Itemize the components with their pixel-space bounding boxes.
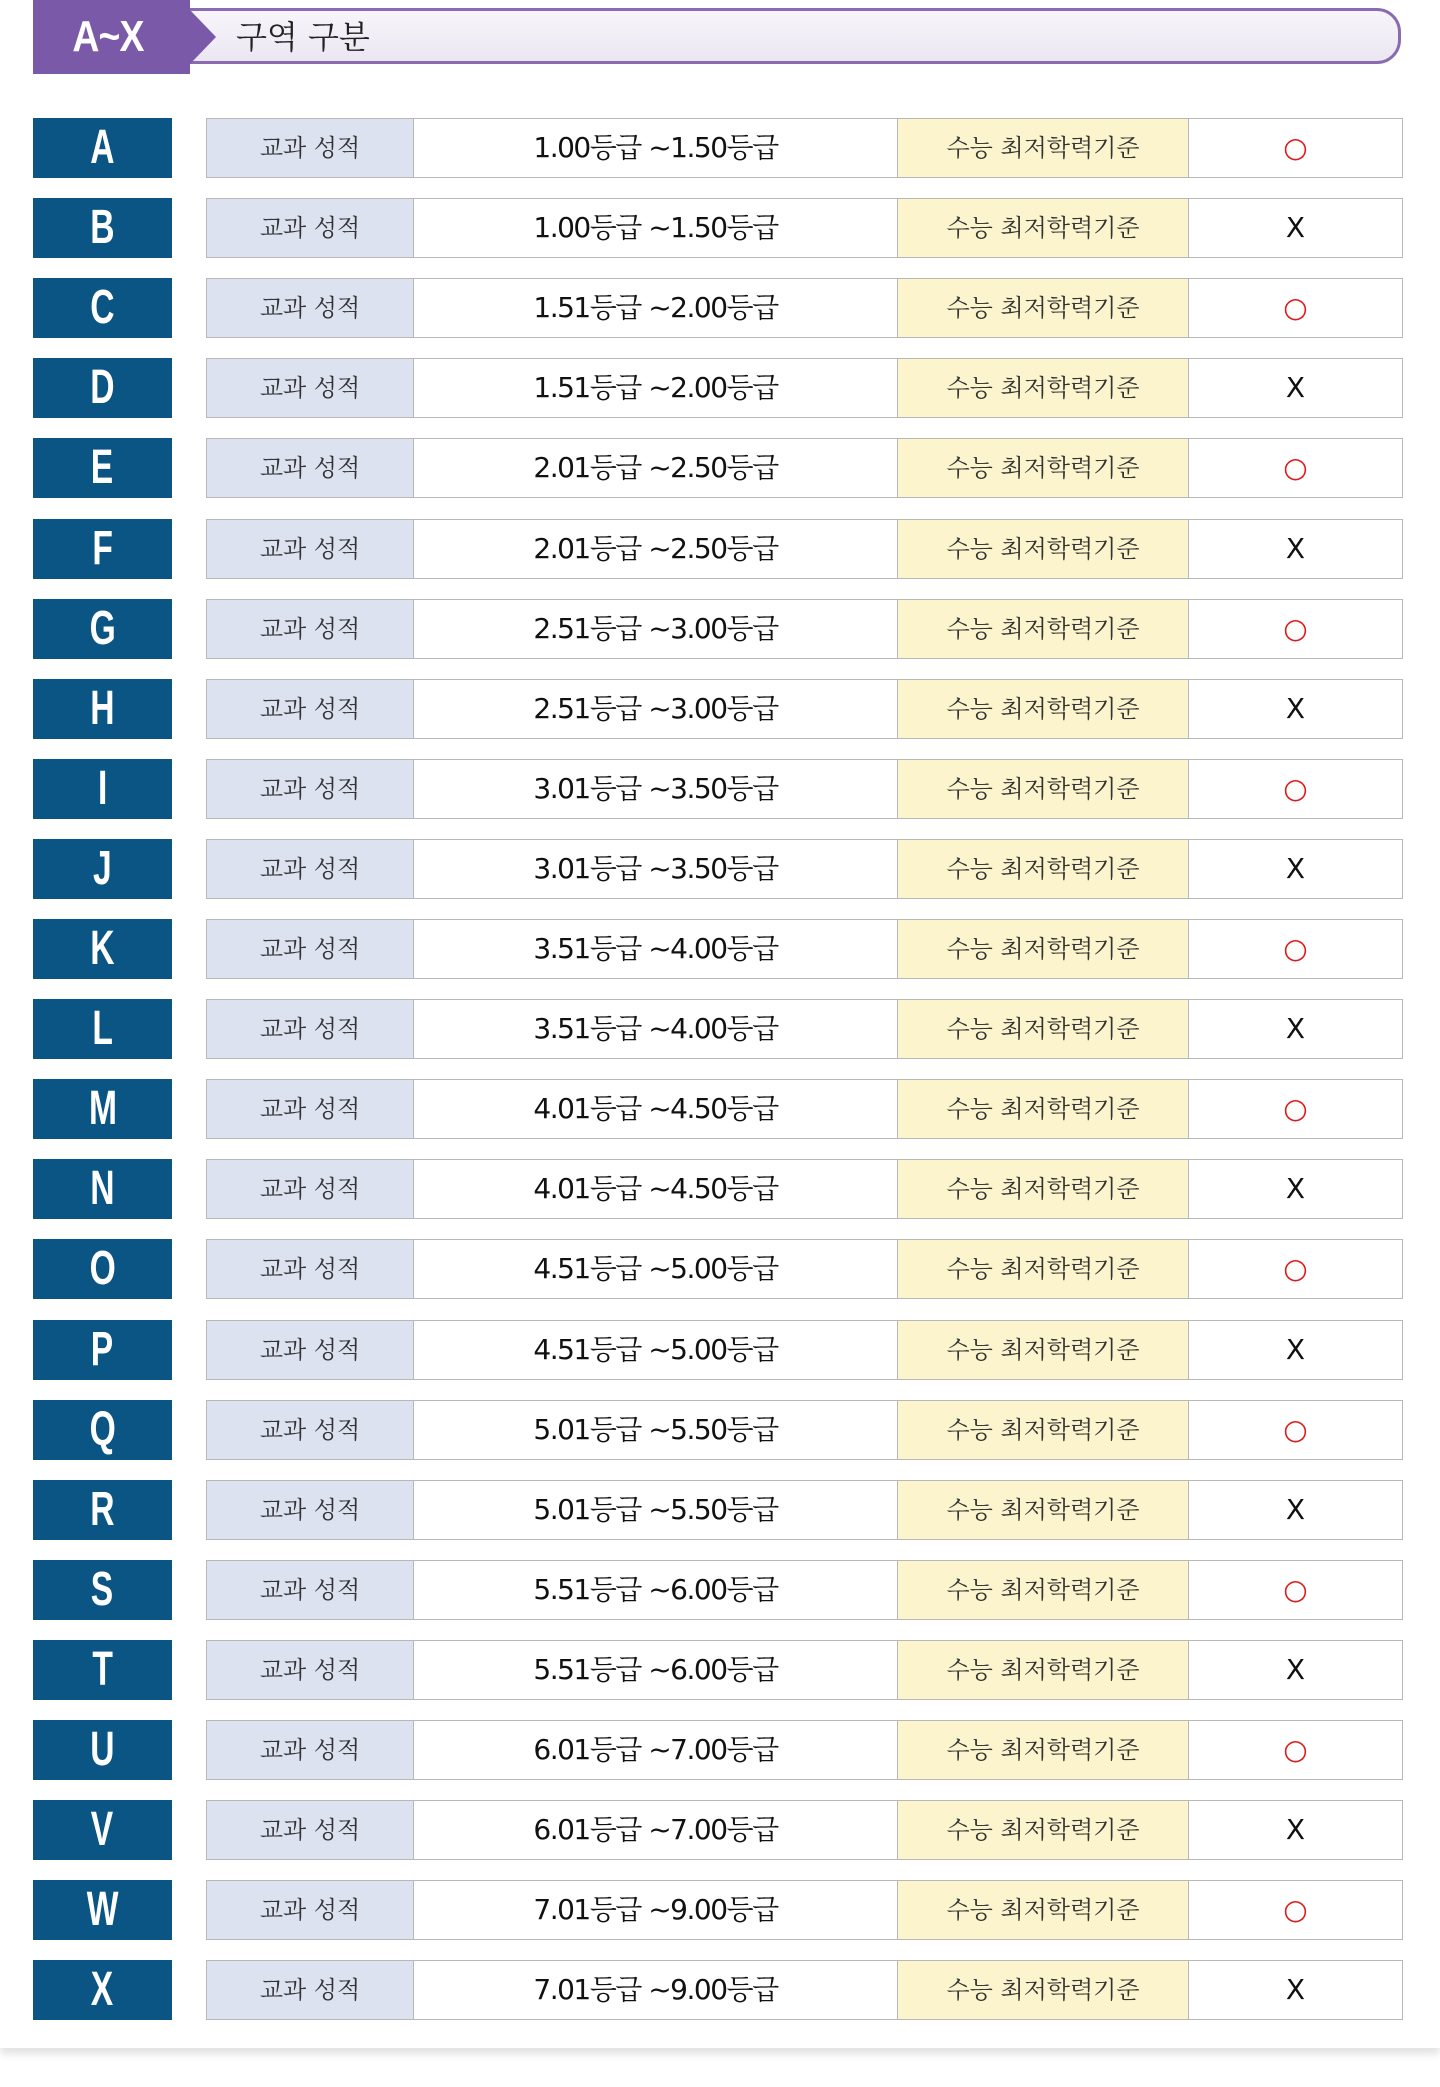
table-row [33,1560,1403,1620]
subject-cell: 교과 성적 [207,1881,414,1939]
table-row [33,999,1403,1059]
grade-range-cell: 3.01등급 ~3.50등급 [414,760,898,818]
criteria-cell: 수능 최저학력기준 [898,1481,1189,1539]
circle-mark: ○ [1189,1721,1402,1779]
table-row [33,358,1403,418]
x-mark: X [1189,1321,1402,1379]
row-cells [206,1800,1403,1860]
zone-label [33,1400,172,1460]
circle-mark: ○ [1189,920,1402,978]
subject-cell: 교과 성적 [207,1721,414,1779]
row-cells [206,1320,1403,1380]
row-cells [206,679,1403,739]
criteria-cell: 수능 최저학력기준 [898,760,1189,818]
criteria-cell: 수능 최저학력기준 [898,279,1189,337]
x-mark: X [1189,1000,1402,1058]
x-mark: X [1189,1801,1402,1859]
table-row [33,919,1403,979]
zone-label [33,679,172,739]
x-mark: X [1189,359,1402,417]
criteria-cell: 수능 최저학력기준 [898,199,1189,257]
row-cells [206,1720,1403,1780]
grade-range-cell: 3.01등급 ~3.50등급 [414,840,898,898]
table-row [33,1720,1403,1780]
zone-letter: P [91,1323,114,1376]
row-cells [206,1640,1403,1700]
row-cells [206,599,1403,659]
grade-range-cell: 3.51등급 ~4.00등급 [414,920,898,978]
x-mark: X [1189,680,1402,738]
zone-letter: X [91,1963,114,2016]
grade-range-cell: 5.01등급 ~5.50등급 [414,1401,898,1459]
criteria-cell: 수능 최저학력기준 [898,1080,1189,1138]
criteria-cell: 수능 최저학력기준 [898,840,1189,898]
zone-letter: R [90,1483,115,1536]
circle-mark: ○ [1189,1881,1402,1939]
zone-label [33,599,172,659]
zone-letter: H [90,682,115,735]
zone-label [33,1079,172,1139]
zone-letter: Q [89,1403,116,1456]
circle-mark: ○ [1189,760,1402,818]
zone-letter: O [89,1242,116,1295]
table-row [33,759,1403,819]
circle-mark: ○ [1189,1240,1402,1298]
grade-range-cell: 6.01등급 ~7.00등급 [414,1721,898,1779]
criteria-cell: 수능 최저학력기준 [898,1961,1189,2019]
circle-mark: ○ [1189,119,1402,177]
zone-label [33,839,172,899]
grade-range-cell: 2.01등급 ~2.50등급 [414,520,898,578]
subject-cell: 교과 성적 [207,1080,414,1138]
criteria-cell: 수능 최저학력기준 [898,520,1189,578]
x-mark: X [1189,1481,1402,1539]
grade-range-cell: 4.01등급 ~4.50등급 [414,1160,898,1218]
row-cells [206,519,1403,579]
zone-letter: M [88,1082,117,1135]
zone-label [33,358,172,418]
subject-cell: 교과 성적 [207,1160,414,1218]
zone-letter: S [91,1563,114,1616]
zone-letter: I [97,762,108,815]
x-mark: X [1189,1961,1402,2019]
row-cells [206,1960,1403,2020]
x-mark: X [1189,1160,1402,1218]
subject-cell: 교과 성적 [207,1240,414,1298]
subject-cell: 교과 성적 [207,199,414,257]
table-row [33,118,1403,178]
x-mark: X [1189,840,1402,898]
table-row [33,438,1403,498]
circle-mark: ○ [1189,1080,1402,1138]
zone-letter: T [92,1643,113,1696]
grade-range-cell: 1.00등급 ~1.50등급 [414,119,898,177]
subject-cell: 교과 성적 [207,1321,414,1379]
criteria-cell: 수능 최저학력기준 [898,1561,1189,1619]
grade-range-cell: 2.01등급 ~2.50등급 [414,439,898,497]
zone-letter: E [91,441,114,494]
row-cells [206,1880,1403,1940]
zone-label [33,1320,172,1380]
zone-label [33,1720,172,1780]
zone-label [33,1159,172,1219]
grade-range-cell: 1.00등급 ~1.50등급 [414,199,898,257]
table-row [33,679,1403,739]
grade-range-cell: 7.01등급 ~9.00등급 [414,1961,898,2019]
subject-cell: 교과 성적 [207,1801,414,1859]
x-mark: X [1189,199,1402,257]
row-cells [206,1079,1403,1139]
zone-label [33,919,172,979]
criteria-cell: 수능 최저학력기준 [898,1401,1189,1459]
grade-range-cell: 5.51등급 ~6.00등급 [414,1641,898,1699]
zone-letter: F [92,522,113,575]
table-row [33,1239,1403,1299]
table-row [33,1960,1403,2020]
row-cells [206,438,1403,498]
circle-mark: ○ [1189,439,1402,497]
table-row [33,1079,1403,1139]
zone-label [33,118,172,178]
zone-label [33,1960,172,2020]
row-cells [206,1239,1403,1299]
table-row [33,839,1403,899]
x-mark: X [1189,520,1402,578]
table-row [33,519,1403,579]
criteria-cell: 수능 최저학력기준 [898,119,1189,177]
row-cells [206,1400,1403,1460]
zone-label [33,198,172,258]
zone-letter: L [92,1002,113,1055]
zone-label [33,438,172,498]
circle-mark: ○ [1189,1401,1402,1459]
subject-cell: 교과 성적 [207,520,414,578]
subject-cell: 교과 성적 [207,1961,414,2019]
circle-mark: ○ [1189,600,1402,658]
criteria-cell: 수능 최저학력기준 [898,1240,1189,1298]
header-tab-label: A~X [72,12,144,61]
zone-letter: B [90,201,115,254]
zone-letter: G [89,602,116,655]
grade-range-cell: 2.51등급 ~3.00등급 [414,600,898,658]
table-row [33,278,1403,338]
grade-range-cell: 2.51등급 ~3.00등급 [414,680,898,738]
subject-cell: 교과 성적 [207,1561,414,1619]
table-row [33,198,1403,258]
zone-label [33,1880,172,1940]
zone-letter: W [86,1883,119,1936]
table-row [33,1640,1403,1700]
criteria-cell: 수능 최저학력기준 [898,680,1189,738]
row-cells [206,999,1403,1059]
zone-label [33,759,172,819]
table-row [33,1400,1403,1460]
table-row [33,1480,1403,1540]
grade-range-cell: 4.01등급 ~4.50등급 [414,1080,898,1138]
zone-label [33,1239,172,1299]
subject-cell: 교과 성적 [207,760,414,818]
zone-letter: D [90,361,115,414]
row-cells [206,919,1403,979]
criteria-cell: 수능 최저학력기준 [898,359,1189,417]
zone-letter: V [91,1803,114,1856]
zone-letter: N [90,1162,115,1215]
criteria-cell: 수능 최저학력기준 [898,600,1189,658]
criteria-cell: 수능 최저학력기준 [898,1160,1189,1218]
criteria-cell: 수능 최저학력기준 [898,1321,1189,1379]
zone-letter: J [93,842,112,895]
subject-cell: 교과 성적 [207,840,414,898]
row-cells [206,759,1403,819]
subject-cell: 교과 성적 [207,1000,414,1058]
subject-cell: 교과 성적 [207,1401,414,1459]
row-cells [206,1159,1403,1219]
zone-label [33,278,172,338]
grade-range-cell: 5.01등급 ~5.50등급 [414,1481,898,1539]
row-cells [206,198,1403,258]
zone-label [33,999,172,1059]
criteria-cell: 수능 최저학력기준 [898,1000,1189,1058]
table-row [33,1320,1403,1380]
grade-range-cell: 5.51등급 ~6.00등급 [414,1561,898,1619]
grade-range-cell: 4.51등급 ~5.00등급 [414,1240,898,1298]
x-mark: X [1189,1641,1402,1699]
circle-mark: ○ [1189,279,1402,337]
row-cells [206,839,1403,899]
row-cells [206,358,1403,418]
subject-cell: 교과 성적 [207,439,414,497]
row-cells [206,118,1403,178]
subject-cell: 교과 성적 [207,1481,414,1539]
table-row [33,1800,1403,1860]
criteria-cell: 수능 최저학력기준 [898,1881,1189,1939]
grade-range-cell: 4.51등급 ~5.00등급 [414,1321,898,1379]
table-row [33,1880,1403,1940]
grade-range-cell: 3.51등급 ~4.00등급 [414,1000,898,1058]
criteria-cell: 수능 최저학력기준 [898,920,1189,978]
criteria-cell: 수능 최저학력기준 [898,1801,1189,1859]
zone-label [33,519,172,579]
zone-letter: U [90,1723,115,1776]
table-row [33,1159,1403,1219]
table-row [33,599,1403,659]
zone-letter: A [90,121,115,174]
page-title: 구역 구분 [236,18,370,56]
grade-range-cell: 1.51등급 ~2.00등급 [414,279,898,337]
zone-label [33,1640,172,1700]
subject-cell: 교과 성적 [207,920,414,978]
subject-cell: 교과 성적 [207,359,414,417]
subject-cell: 교과 성적 [207,1641,414,1699]
zone-letter: C [90,281,115,334]
row-cells [206,278,1403,338]
grade-range-cell: 7.01등급 ~9.00등급 [414,1881,898,1939]
row-cells [206,1560,1403,1620]
subject-cell: 교과 성적 [207,680,414,738]
zone-label [33,1560,172,1620]
grade-range-cell: 6.01등급 ~7.00등급 [414,1801,898,1859]
subject-cell: 교과 성적 [207,119,414,177]
grade-range-cell: 1.51등급 ~2.00등급 [414,359,898,417]
row-cells [206,1480,1403,1540]
zone-label [33,1480,172,1540]
criteria-cell: 수능 최저학력기준 [898,1641,1189,1699]
criteria-cell: 수능 최저학력기준 [898,1721,1189,1779]
subject-cell: 교과 성적 [207,279,414,337]
subject-cell: 교과 성적 [207,600,414,658]
zone-letter: K [90,922,115,975]
zone-label [33,1800,172,1860]
criteria-cell: 수능 최저학력기준 [898,439,1189,497]
circle-mark: ○ [1189,1561,1402,1619]
